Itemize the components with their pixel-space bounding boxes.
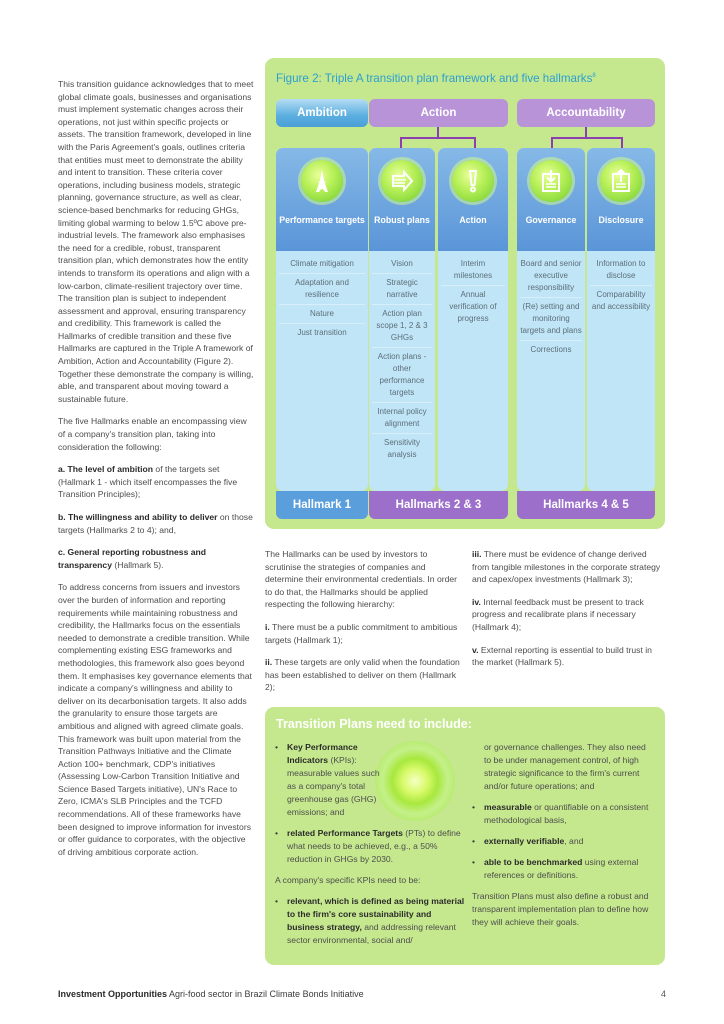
column-disclosure xyxy=(587,148,655,491)
kpis-need-text: A company's specific KPIs need to be: xyxy=(275,875,421,885)
criterion-c: c. General reporting robustness and transparency (Hallmark 5). xyxy=(58,547,207,570)
hierarchy-item-iv: iv. Internal feedback must be present to track progress and recalibrate plans if necessary (Hallmark 4); xyxy=(472,596,644,632)
list-item: • externally verifiable, and xyxy=(472,835,655,848)
list-item: Climate mitigation xyxy=(279,255,365,274)
page-number: 4 xyxy=(660,989,666,999)
list-item: (Re) setting and monitoring targets and plans xyxy=(520,298,582,341)
list-item: Interim milestones xyxy=(441,255,505,286)
hallmark-4-5-label: Hallmarks 4 & 5 xyxy=(517,491,655,519)
list-item: Nature xyxy=(279,305,365,324)
column-action xyxy=(438,148,508,491)
transition-box-left xyxy=(275,741,465,955)
header-accountability: Accountability xyxy=(517,99,655,127)
column-title: Performance targets xyxy=(279,215,365,225)
list-item: Information to disclose xyxy=(590,255,652,286)
exclamation-icon xyxy=(452,160,494,202)
eiffel-tower-icon xyxy=(301,160,343,202)
header-ambition: Ambition xyxy=(276,99,368,127)
document-download-icon xyxy=(530,160,572,202)
list-item: • measurable or quantifiable on a consistent methodological basis, xyxy=(472,801,655,827)
list-item: Just transition xyxy=(297,328,347,337)
hierarchy-column-right xyxy=(472,548,665,679)
hierarchy-item-v: v. External reporting is essential to build trust in the market (Hallmark 5). xyxy=(472,644,652,668)
criterion-a: a. The level of ambition of the targets set (Hallmark 1 - which itself encompasses the five Transition Principles); xyxy=(58,464,238,500)
hierarchy-intro: The Hallmarks can be used by investors to scrutinise the strategies of companies and determine their environmental credentials. In order to do that, the Hallmarks should be applied respecting the following hierarchy: xyxy=(265,549,458,610)
hallmarks-intro-paragraph: The five Hallmarks enable an encompassing view of a company's transition plan, taking into consideration the following: xyxy=(58,416,247,452)
hierarchy-item-ii: ii. These targets are only valid when the foundation has been established to deliver on them (Hallmark 2); xyxy=(265,657,460,693)
column-title: Disclosure xyxy=(598,215,644,225)
column-governance xyxy=(517,148,585,491)
list-item: Comparability and accessibility xyxy=(591,290,651,311)
figure-title: Figure 2: Triple A transition plan framework and five hallmarks$^8$ xyxy=(276,72,596,85)
hierarchy-column-left xyxy=(265,548,461,704)
list-item: Annual verification of progress xyxy=(449,290,497,323)
arrow-right-icon xyxy=(381,160,423,202)
column-title: Robust plans xyxy=(374,215,430,225)
list-item: Action plans - other performance targets xyxy=(372,348,432,403)
transition-box-right xyxy=(472,741,655,937)
header-action: Action xyxy=(369,99,508,127)
closing-text: Transition Plans must also define a robust and transparent implementation plan to define how they will achieve their goals. xyxy=(472,891,649,927)
list-item: • relevant, which is defined as being material to the firm's core sustainability and business strategy, and addressing relevant sector environmental, social and/ xyxy=(275,895,465,947)
list-item: Corrections xyxy=(530,345,572,354)
transition-box-title: Transition Plans need to include: xyxy=(276,717,472,731)
list-item: Sensitivity analysis xyxy=(383,438,420,459)
column-title: Governance xyxy=(525,215,577,225)
list-item: Action plan scope 1, 2 & 3 GHGs xyxy=(372,305,432,348)
left-column xyxy=(58,78,254,868)
criterion-b: b. The willingness and ability to deliver on those targets (Hallmarks 2 to 4); and, xyxy=(58,512,253,535)
intro-paragraph: This transition guidance acknowledges that to meet global climate goals, businesses and organisations must implement systematic changes across their operations, not just within specific projects or assets. The transition framework, developed in line with the Paris Agreement's goals, outlines criteria that entities must meet to demonstrate the ability and intent to transition. These criteria cover operations, including business models, strategic planning, governance structure, as well as clear, science-based benchmarks for reducing GHGs, limiting global warming to below 1.5ºC above pre-industrial levels. The framework also emphasises the need for a credible, robust, transparent transition plan, which demonstrates how the entity intends to transform its operations and align with a low-carbon, climate-resilient trajectory over time. The transition plan is subject to independent assessment and approval, ensuring transparency and credibility. This framework is called the Hallmarks of credible transition and these five Hallmarks are captured in the Triple A framework of Ambition, Action and Accountability (Figure 2). Together these demonstrate the company is willing, able, and transparent about moving toward a sustainable future. xyxy=(58,79,254,404)
footer: Investment Opportunities Agri-food sector in Brazil Climate Bonds Initiative xyxy=(58,989,364,999)
hierarchy-item-iii: iii. There must be evidence of change derived from tangible milestones in the corporate strategy and capex/opex investments (Hallmark 3); xyxy=(472,549,661,585)
list-item: Internal policy alignment xyxy=(372,403,432,434)
list-item: • related Performance Targets (PTs) to define what needs to be achieved, e.g., a 50% reduction in GHGs by 2030. xyxy=(275,827,465,866)
column-robust-plans xyxy=(369,148,435,491)
column-performance-targets xyxy=(276,148,368,491)
list-item: Vision xyxy=(372,255,432,274)
list-item: Board and senior executive responsibility xyxy=(520,255,582,298)
list-item: Adaptation and resilience xyxy=(279,274,365,305)
list-item: Strategic narrative xyxy=(372,274,432,305)
figure-footnote: 8 xyxy=(592,73,596,80)
transition-plans-box xyxy=(265,707,665,965)
figure-panel xyxy=(265,58,665,529)
hallmark-1-label: Hallmark 1 xyxy=(276,491,368,519)
frameworks-paragraph: To address concerns from issuers and investors over the burden of information and reporting requirements while maintaining robustness and credibility, the Hallmarks focus on the essentials needed to demonstrate a credible transition. While complementing existing ESG frameworks and methodologies, this framework also goes beyond them. It emphasises key governance elements that indicate a company's willingness and ability to deliver on its decarbonisation targets. It also adds the granularity to ensure those targets are ambitious and aligned with agreed climate goals. This framework was built upon material from the Transition Pathways Initiative and the Climate Action 100+ benchmark, CDP's initiatives (Assessing Low-Carbon Transition Initiative and Science Based Targets initiative), UN's Race to Zero, ICMA's SLB Principles and the TCFD recommendations. All of these frameworks have been designed to improve information for investors or offer guidance to corporates, with the objective of driving ambitious corporate action. xyxy=(58,582,252,857)
hierarchy-item-i: i. There must be a public commitment to ambitious targets (Hallmark 1); xyxy=(265,621,458,645)
hallmark-2-3-label: Hallmarks 2 & 3 xyxy=(369,491,508,519)
document-upload-icon xyxy=(600,160,642,202)
list-item: • Key Performance Indicators (KPIs): measurable values such as a company's total greenhouse gas (GHG) emissions; and xyxy=(275,741,465,819)
list-item: • able to be benchmarked using external references or definitions. xyxy=(472,856,655,882)
column-title: Action xyxy=(459,215,487,225)
continuation-text: or governance challenges. They also need to be under management control, of high strategic significance to the firm's current and/or future operations; and xyxy=(484,742,646,791)
